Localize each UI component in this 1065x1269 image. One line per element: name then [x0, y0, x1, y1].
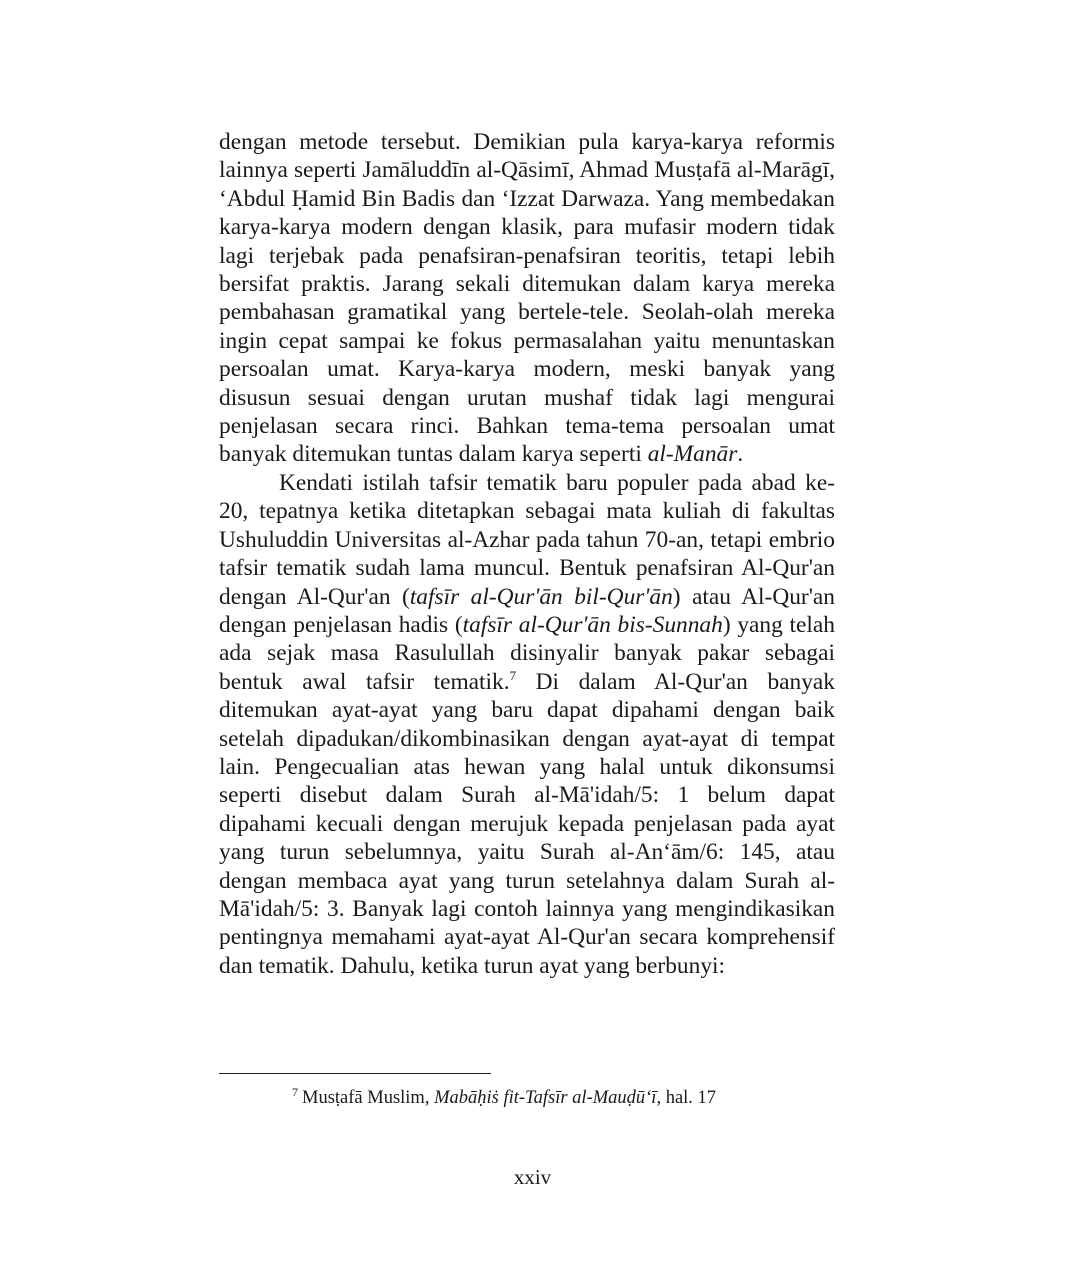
footnote-reference[interactable]: 7: [509, 667, 517, 683]
paragraph-1-end: .: [737, 441, 744, 468]
footnote-title: Mabāḥiṡ fit-Tafsīr al-Mauḍū‘ī,: [434, 1088, 662, 1108]
footnote-page: hal. 17: [661, 1088, 717, 1108]
paragraph-1-italic-title: al-Manār: [647, 441, 738, 468]
paragraph-2: [219, 469, 835, 980]
page-number: xxiv: [513, 1165, 552, 1189]
footnote-author: Musṭafā Muslim,: [302, 1088, 435, 1108]
footnote-divider: [219, 1073, 491, 1074]
paragraph-2-text-d: Di dalam Al-Qur'an banyak ditemukan ayat-ayat yang baru dapat dipahami dengan baik setelah dipadukan/dikombinasikan dengan ayat-ayat di tempat lain. Pengecualian atas hewan yang halal untuk dikonsumsi seperti disebut dalam Surah al-Mā'idah/5: 1 belum dapat dipahami kecuali dengan merujuk kepada penjelasan pada ayat yang turun sebelumnya, yaitu Surah al-An‘ām/6: 145, atau dengan membaca ayat yang turun setelahnya dalam Surah al-Mā'idah/5: 3. Banyak lagi contoh lainnya yang mengindikasikan pentingnya memahami ayat-ayat Al-Qur'an secara komprehensif dan tematik. Dahulu, ketika turun ayat yang berbunyi:: [219, 668, 835, 979]
footnote: [292, 1086, 716, 1110]
paragraph-1: [219, 128, 835, 469]
paragraph-2-italic-term-a: tafsīr al-Qur'ān bil-Qur'ān: [409, 583, 673, 610]
paragraph-2-text-b: ) atau Al-Qur'an dengan penjelasan hadis (: [219, 583, 835, 638]
paragraph-2-text-a: Kendati istilah tafsir tematik baru populer pada abad ke-20, tepatnya ketika ditetapkan sebagai mata kuliah di fakultas Ushuluddin Universitas al-Azhar pada tahun 70-an, tetapi embrio tafsir tematik sudah lama muncul. Bentuk penafsiran Al-Qur'an dengan Al-Qur'an (: [219, 469, 835, 610]
paragraph-1-text: dengan metode tersebut. Demikian pula karya-karya reformis lainnya seperti Jamāluddīn al-Qāsimī, Ahmad Musṭafā al-Marāgī, ‘Abdul Ḥamid Bin Badis dan ‘Izzat Darwaza. Yang membedakan karya-karya modern dengan klasik, para mufasir modern tidak lagi terjebak pada penafsiran-penafsiran teoritis, tetapi lebih bersifat praktis. Jarang sekali ditemukan dalam karya mereka pembahasan gramatikal yang bertele-tele. Seolah-olah mereka ingin cepat sampai ke fokus permasalahan yaitu menuntaskan persoalan umat. Karya-karya modern, meski banyak yang disusun sesuai dengan urutan mushaf tidak lagi mengurai penjelasan secara rinci. Bahkan tema-tema persoalan umat banyak ditemukan tuntas dalam karya seperti: [219, 129, 835, 468]
paragraph-2-text-c: ) yang telah ada sejak masa Rasulullah disinyalir banyak pakar sebagai bentuk awal tafsir tematik.: [219, 611, 835, 695]
body-text: [219, 128, 835, 980]
paragraph-2-italic-term-b: tafsīr al-Qur'ān bis-Sunnah: [462, 611, 723, 638]
footnote-number: 7: [292, 1084, 298, 1099]
